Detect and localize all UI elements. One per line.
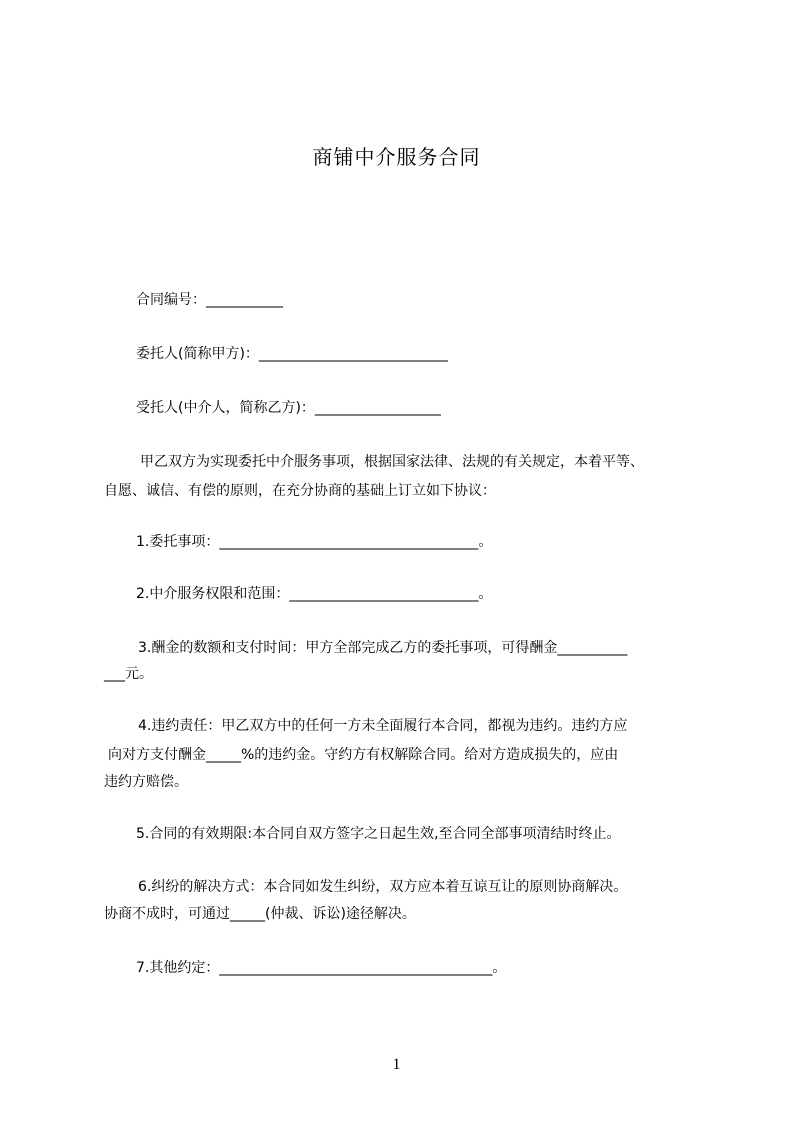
- contract-number-field: 合同编号：___________: [136, 292, 283, 308]
- clause-3-line-2: ___元。: [104, 666, 153, 682]
- intro-line-2: 自愿、诚信、有偿的原则，在充分协商的基础上订立如下协议：: [104, 483, 496, 499]
- clause-6-line-2: 协商不成时，可通过_____(仲裁、诉讼)途径解决。: [104, 906, 416, 922]
- clause-3-line-1: 3.酬金的数额和支付时间：甲方全部完成乙方的委托事项，可得酬金__________: [138, 640, 628, 656]
- clause-5: 5.合同的有效期限:本合同自双方签字之日起生效,至合同全部事项清结时终止。: [136, 826, 621, 842]
- document-title: 商铺中介服务合同: [312, 145, 481, 169]
- clause-6-line-1: 6.纠纷的解决方式：本合同如发生纠纷，双方应本着互谅互让的原则协商解决。: [138, 879, 628, 895]
- clause-4-line-1: 4.违约责任：甲乙双方中的任何一方未全面履行本合同，都视为违约。违约方应: [138, 718, 628, 734]
- clause-4-line-3: 违约方赔偿。: [104, 774, 188, 790]
- intro-line-1: 甲乙双方为实现委托中介服务事项，根据国家法律、法规的有关规定，本着平等、: [140, 454, 644, 470]
- clause-7: 7.其他约定：_______________________________________。: [136, 960, 507, 976]
- principal-field: 委托人(简称甲方)：___________________________: [136, 346, 448, 362]
- clause-1: 1.委托事项：_____________________________________。: [136, 534, 493, 550]
- agent-field: 受托人(中介人，简称乙方)：__________________: [136, 400, 441, 416]
- clause-4-line-2: 向对方支付酬金_____%的违约金。守约方有权解除合同。给对方造成损失的，应由: [108, 747, 619, 763]
- clause-2: 2.中介服务权限和范围：___________________________。: [136, 586, 493, 602]
- page-number: 1: [392, 1056, 401, 1073]
